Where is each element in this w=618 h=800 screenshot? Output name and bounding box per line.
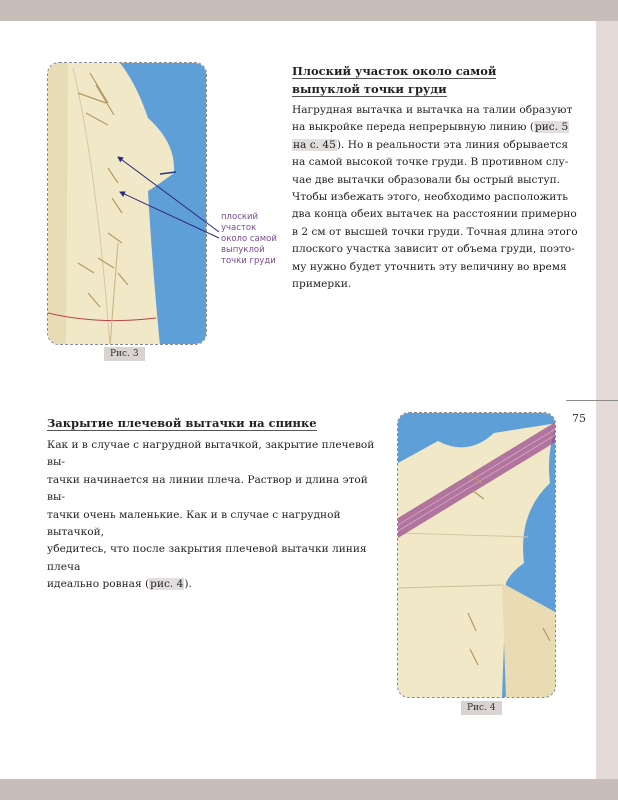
section-body-flat-area: Нагрудная вытачка и вытачка на талии образуют на выкройке переда непрерывную линию (рис. 5 на с. 45). Но в реальности эта линия обрывается на самой высокой точке груди. В противном слу- чае две вытачки образовали бы острый выступ. Чтобы избежать этого, необходимо расположить два конца обеих вытачек на расстоянии примерно в 2 см от высшей точки груди. Точная длина этого плоского участка зависит от объема груди, поэто- му нужно будет уточнить эту величину во время примерки. <box>292 104 578 291</box>
figure-reference[interactable]: рис. 4 <box>150 578 184 591</box>
page-reference[interactable]: на с. 45 <box>293 138 336 151</box>
figure-reference[interactable]: рис. 5 <box>534 121 569 134</box>
figure-4-caption: Рис. 4 <box>461 701 502 715</box>
section-heading-flat-area: Плоский участок около самой выпуклой точки груди <box>292 64 497 96</box>
page-number: 75 <box>572 412 586 425</box>
figure-3-caption: Рис. 3 <box>104 347 145 361</box>
back-bodice-photo-illustration <box>398 413 556 698</box>
section-heading-shoulder-dart: Закрытие плечевой вытачки на спинке <box>47 416 317 430</box>
section-body-shoulder-dart: Как и в случае с нагрудной вытачкой, закрытие плечевой вы- тачки начинается на линии плеча. Раствор и длина этой вы- тачки очень маленькие. Как и в случае с нагрудной вытачкой, убедитесь, что после закрытия плечевой вытачки линия плеча идеально ровная (рис. 4). <box>47 439 375 591</box>
flat-area-annotation: плоский участок около самой выпуклой точки груди <box>221 212 277 266</box>
figure-4-photo <box>397 412 556 698</box>
